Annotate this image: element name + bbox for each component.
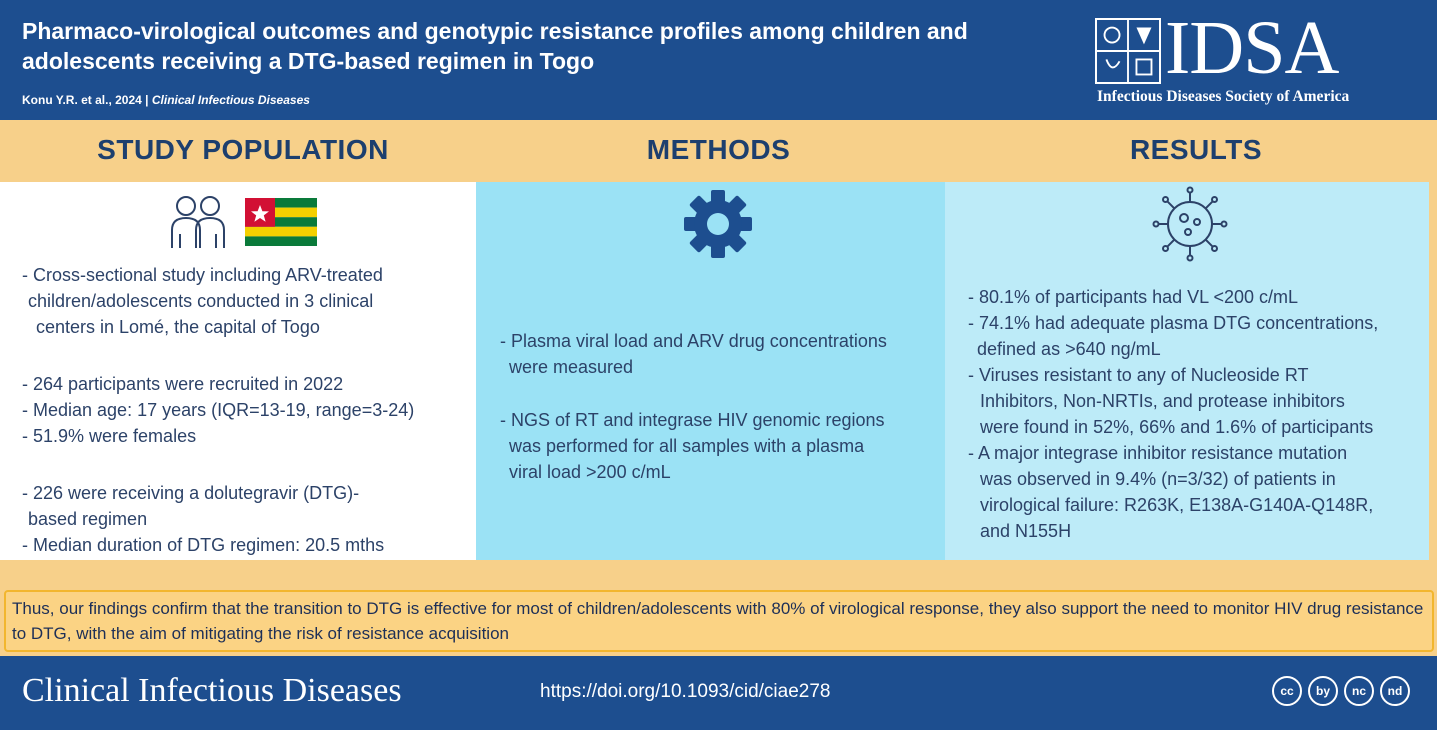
population-text-block [22, 262, 383, 340]
results-line: and N155H [980, 521, 1072, 541]
methods-line: were measured [509, 357, 634, 377]
results-line: were found in 52%, 66% and 1.6% of participants [980, 417, 1374, 437]
population-line: centers in Lomé, the capital of Togo [36, 317, 320, 337]
population-line: children/adolescents conducted in 3 clinical [28, 291, 374, 311]
citation-authors: Konu Y.R. et al., 2024 | [22, 93, 149, 107]
results-line: - 80.1% of participants had VL <200 c/mL [968, 287, 1299, 307]
gear-icon [682, 188, 754, 260]
results-line: - 74.1% had adequate plasma DTG concentrations, [968, 313, 1379, 333]
population-line: - Cross-sectional study including ARV-treated [22, 265, 383, 285]
cc-by-icon: by [1308, 676, 1338, 706]
population-text-block [22, 480, 384, 558]
population-line: - 264 participants were recruited in 2022 [22, 374, 344, 394]
methods-line: - Plasma viral load and ARV drug concentrations [500, 331, 887, 351]
population-line: based regimen [28, 509, 148, 529]
conclusion-band [0, 560, 1437, 590]
cc-nc-icon: nc [1344, 676, 1374, 706]
population-text-block [22, 371, 414, 449]
population-line: - 51.9% were females [22, 426, 197, 446]
idsa-logo-text: IDSA [1165, 6, 1339, 90]
idsa-logo-subtitle: Infectious Diseases Society of America [1097, 88, 1350, 105]
population-line: - 226 were receiving a dolutegravir (DTG)- [22, 483, 360, 503]
idsa-logo [1095, 6, 1425, 110]
results-line: Inhibitors, Non-NRTIs, and protease inhibitors [980, 391, 1345, 411]
cc-nd-icon: nd [1380, 676, 1410, 706]
population-line: - Median duration of DTG regimen: 20.5 mths [22, 535, 385, 555]
results-line: - Viruses resistant to any of Nucleoside RT [968, 365, 1309, 385]
results-text-block [968, 284, 1378, 544]
methods-line: viral load >200 c/mL [509, 462, 671, 482]
population-line: - Median age: 17 years (IQR=13-19, range=3-24) [22, 400, 415, 420]
people-icon [168, 190, 228, 250]
methods-line: - NGS of RT and integrase HIV genomic regions [500, 410, 885, 430]
methods-text-block [500, 328, 887, 380]
methods-line: was performed for all samples with a plasma [509, 436, 865, 456]
section-title-methods: METHODS [646, 134, 791, 165]
header-banner [0, 0, 1437, 120]
license-icons [1272, 676, 1410, 706]
footer-banner [0, 656, 1437, 730]
infographic-title: Pharmaco-virological outcomes and genotypic resistance profiles among children and adolescents receiving a DTG-based regimen in Togo [22, 18, 968, 74]
doi-link[interactable]: https://doi.org/10.1093/cid/ciae278 [540, 681, 831, 702]
idsa-emblem-icon [1095, 18, 1161, 84]
methods-text-block [500, 407, 885, 485]
citation [22, 93, 310, 107]
results-line: virological failure: R263K, E138A-G140A-Q148R, [980, 495, 1374, 515]
conclusion-box: Thus, our findings confirm that the transition to DTG is effective for most of children/adolescents with 80% of virological response, they also support the need to monitor HIV drug resistance to DTG, with the aim of mitigating the risk of resistance acquisition [4, 590, 1434, 652]
results-line: - A major integrase inhibitor resistance mutation [968, 443, 1348, 463]
results-line: defined as >640 ng/mL [977, 339, 1161, 359]
section-title-population: STUDY POPULATION [97, 134, 389, 165]
cc-icon: cc [1272, 676, 1302, 706]
citation-journal: Clinical Infectious Diseases [151, 93, 310, 107]
results-line: was observed in 9.4% (n=3/32) of patients in [980, 469, 1336, 489]
footer-journal-name: Clinical Infectious Diseases [22, 672, 402, 709]
virus-icon [1152, 186, 1228, 262]
togo-flag-icon [245, 198, 317, 246]
section-title-results: RESULTS [1129, 134, 1263, 165]
